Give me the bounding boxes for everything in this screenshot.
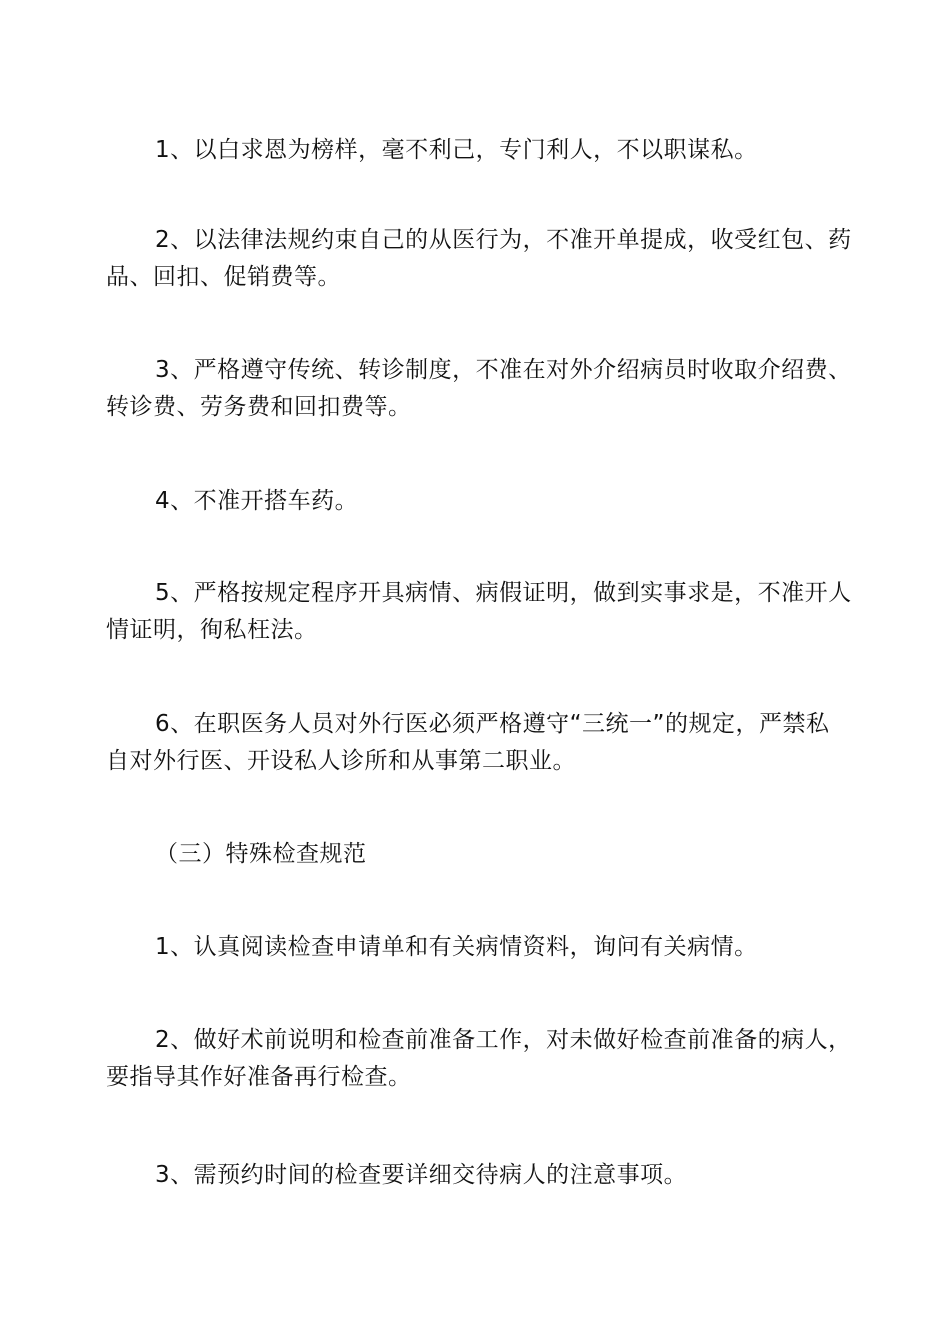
paragraph-item-3: 3、严格遵守传统、转诊制度，不准在对外介绍病员时收取介绍费、转诊费、劳务费和回扣费等。 bbox=[106, 357, 852, 420]
paragraph-item-4: 4、不准开搭车药。 bbox=[155, 488, 359, 514]
paragraph-item-5: 5、严格按规定程序开具病情、病假证明，做到实事求是，不准开人情证明，徇私枉法。 bbox=[106, 580, 852, 643]
section-heading: （三）特殊检查规范 bbox=[155, 841, 367, 867]
section-item-2: 2、做好术前说明和检查前准备工作，对未做好检查前准备的病人，要指导其作好准备再行检查。 bbox=[106, 1027, 852, 1090]
paragraph-item-2: 2、以法律法规约束自己的从医行为，不准开单提成，收受红包、药品、回扣、促销费等。 bbox=[106, 227, 852, 290]
paragraph-item-6: 6、在职医务人员对外行医必须严格遵守“三统一”的规定，严禁私自对外行医、开设私人诊所和从事第二职业。 bbox=[106, 711, 830, 774]
section-item-3: 3、需预约时间的检查要详细交待病人的注意事项。 bbox=[155, 1162, 688, 1188]
paragraph-item-1: 1、以白求恩为榜样，毫不利己，专门利人，不以职谋私。 bbox=[155, 137, 758, 163]
section-item-1: 1、认真阅读检查申请单和有关病情资料，询问有关病情。 bbox=[155, 934, 758, 960]
